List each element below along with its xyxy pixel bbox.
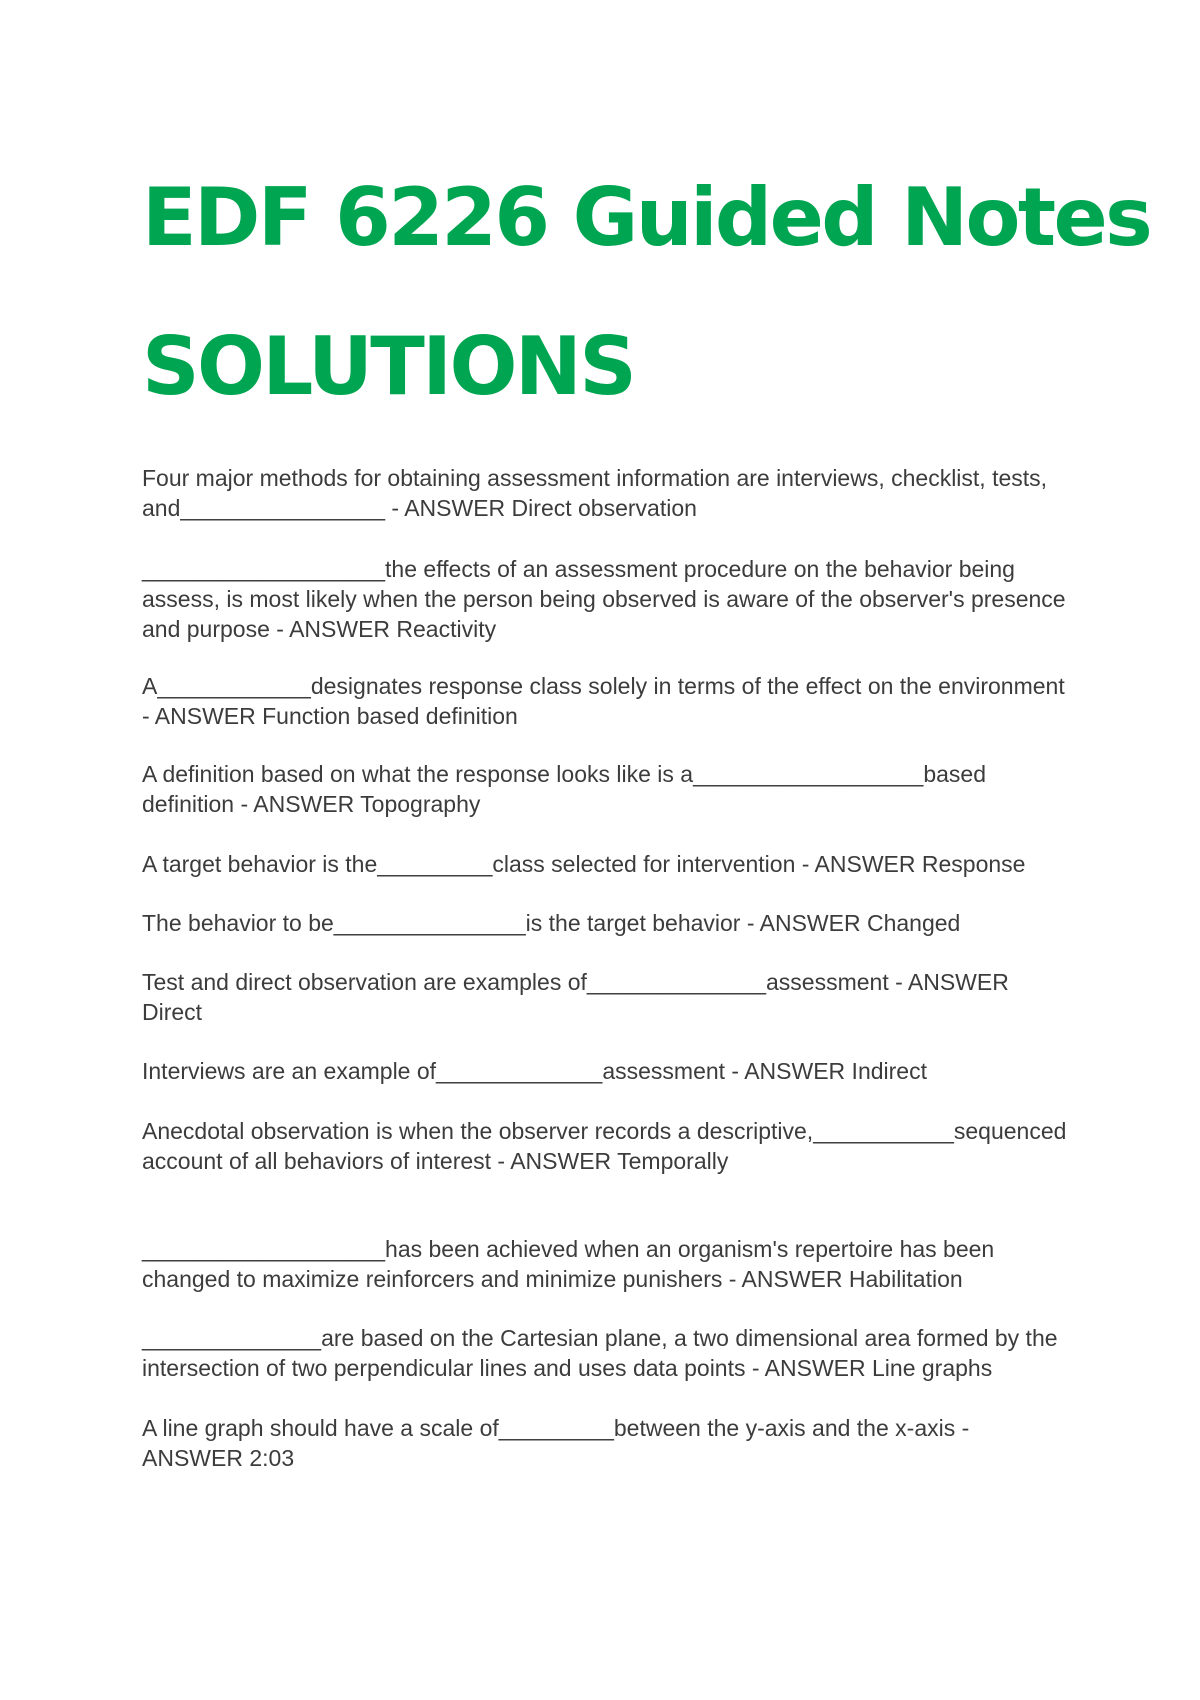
answer-text: ANSWER Changed (759, 910, 961, 936)
qa-item: A____________designates response class solely in terms of the effect on the environment - ANSWER Function based definition (142, 673, 1065, 729)
qa-item: A definition based on what the response looks like is a__________________based definition - ANSWER Topography (142, 761, 986, 817)
answer-text: ANSWER Temporally (510, 1148, 729, 1174)
qa-item: ___________________has been achieved when an organism's repertoire has been changed to maximize reinforcers and minimize punishers - ANSWER Habilitation (142, 1236, 995, 1292)
answer-text: ANSWER Habilitation (741, 1266, 963, 1292)
qa-item: A target behavior is the_________class selected for intervention - ANSWER Response (142, 851, 1026, 877)
question-text: A____________designates response class solely in terms of the effect on the environment (142, 673, 1065, 699)
qa-item: ___________________the effects of an assessment procedure on the behavior being assess, is most likely when the person being observed is aware of the observer's presence and purpose - ANSWER Reactivity (142, 556, 1066, 642)
answer-text: ANSWER Reactivity (289, 616, 497, 642)
qa-item: Four major methods for obtaining assessment information are interviews, checklist, tests, and________________ - ANSWER Direct observation (142, 465, 1048, 521)
question-text: A definition based on what the response looks like is a__________________based definition (142, 761, 986, 817)
question-text: ______________are based on the Cartesian plane, a two dimensional area formed by the intersection of two perpendicular lines and uses data points (142, 1325, 1058, 1381)
question-text: A line graph should have a scale of_________between the y-axis and the x-axis (142, 1415, 956, 1441)
document-subtitle: SOLUTIONS (142, 320, 635, 413)
answer-text: ANSWER Line graphs (764, 1355, 993, 1381)
question-text: Anecdotal observation is when the observer records a descriptive,___________sequenced account of all behaviors of interest (142, 1118, 1067, 1174)
answer-text: ANSWER Topography (253, 791, 481, 817)
answer-text: ANSWER Direct (142, 969, 1009, 1025)
question-text: Interviews are an example of_____________assessment (142, 1058, 726, 1084)
document-title: EDF 6226 Guided Notes (142, 171, 1151, 264)
question-text: ___________________the effects of an assessment procedure on the behavior being assess, is most likely when the person being observed is aware of the observer's presence and purpose (142, 556, 1066, 642)
answer-text: ANSWER Direct observation (404, 495, 697, 521)
qa-item: Interviews are an example of_____________assessment - ANSWER Indirect (142, 1058, 927, 1084)
answer-text: ANSWER Response (814, 851, 1026, 877)
qa-item: ______________are based on the Cartesian plane, a two dimensional area formed by the intersection of two perpendicular lines and uses data points - ANSWER Line graphs (142, 1325, 1058, 1381)
question-text: Four major methods for obtaining assessment information are interviews, checklist, tests, and________________ (142, 465, 1048, 521)
qa-item: A line graph should have a scale of_________between the y-axis and the x-axis - ANSWER 2:03 (142, 1415, 970, 1471)
answer-text: ANSWER 2:03 (142, 1445, 295, 1471)
answer-text: ANSWER Function based definition (154, 703, 518, 729)
question-text: Test and direct observation are examples of______________assessment (142, 969, 889, 995)
question-text: The behavior to be_______________is the target behavior (142, 910, 741, 936)
qa-item: Test and direct observation are examples of______________assessment - ANSWER Direct (142, 969, 1009, 1025)
question-text: ___________________has been achieved when an organism's repertoire has been changed to maximize reinforcers and minimize punishers (142, 1236, 995, 1292)
qa-item: The behavior to be_______________is the target behavior - ANSWER Changed (142, 910, 961, 936)
answer-text: ANSWER Indirect (744, 1058, 927, 1084)
question-text: A target behavior is the_________class selected for intervention (142, 851, 796, 877)
qa-item: Anecdotal observation is when the observer records a descriptive,___________sequenced account of all behaviors of interest - ANSWER Temporally (142, 1118, 1067, 1174)
